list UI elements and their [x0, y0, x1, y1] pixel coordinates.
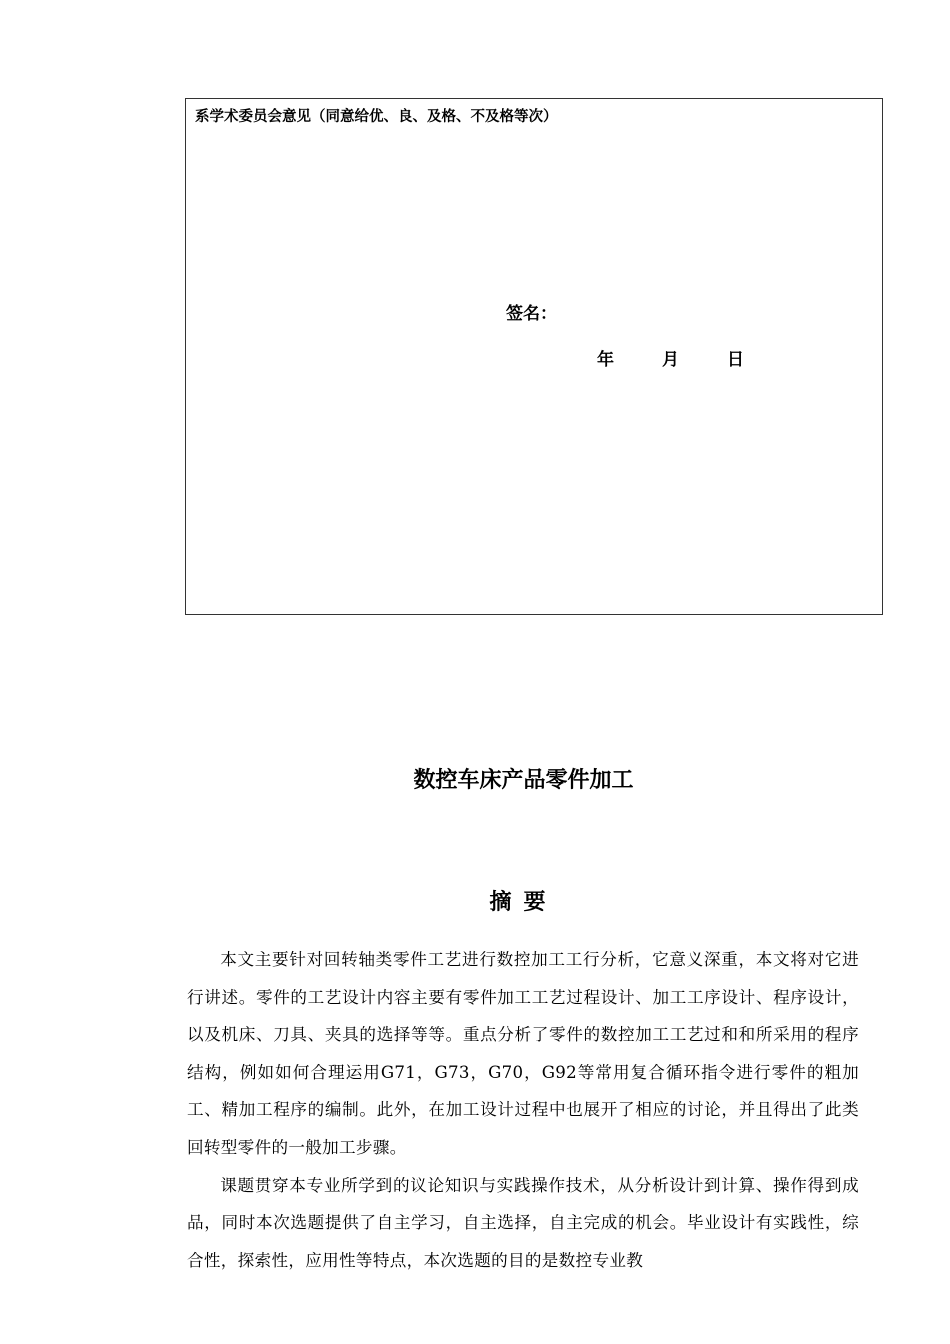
date-line [597, 345, 744, 370]
document-title: 数控车床产品零件加工 [413, 768, 634, 793]
signature-label: 签名： [506, 304, 557, 324]
abstract-heading: 摘要 [489, 890, 558, 915]
abstract-body [187, 941, 859, 1279]
committee-opinion-box [185, 98, 883, 615]
committee-opinion-heading: 系学术委员会意见（同意给优、良、及格、不及格等次） [195, 109, 558, 125]
date-year-label: 年 [597, 350, 614, 370]
abstract-paragraph: 课题贯穿本专业所学到的议论知识与实践操作技术，从分析设计到计算、操作得到成品，同时本次选题提供了自主学习，自主选择，自主完成的机会。毕业设计有实践性，综合性，探索性，应用性等特点，本次选题的目的是数控专业教 [187, 1175, 859, 1270]
date-day-label: 日 [727, 350, 744, 370]
abstract-paragraph: 本文主要针对回转轴类零件工艺进行数控加工工行分析，它意义深重，本文将对它进行讲述。零件的工艺设计内容主要有零件加工工艺过程设计、加工工序设计、程序设计，以及机床、刀具、夹具的选择等等。重点分析了零件的数控加工工艺过和和所采用的程序结构，例如如何合理运用G71，G73，G70，G92等常用复合循环指令进行零件的粗加工、精加工程序的编制。此外，在加工设计过程中也展开了相应的讨论，并且得出了此类回转型零件的一般加工步骤。 [187, 950, 859, 1157]
date-month-label: 月 [662, 350, 679, 370]
